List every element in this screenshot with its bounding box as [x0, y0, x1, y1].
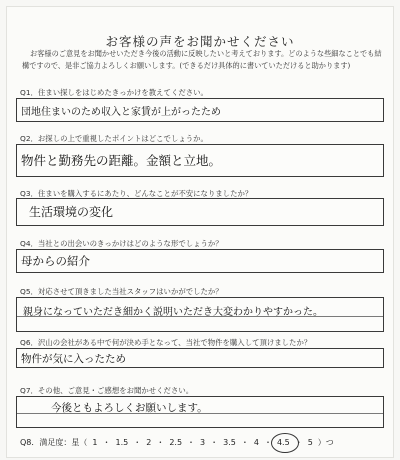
answer-7-text: 今後ともよろしくお願いします。 [51, 402, 208, 414]
answer-box-5 [16, 297, 384, 332]
rating-option-2[interactable]: 2 [146, 438, 152, 447]
question-7-label: Q7．その他、ご意見・ご感想をお聞かせください。 [20, 386, 194, 395]
answer-box-7 [16, 396, 384, 428]
question-5-label: Q5．対応させて頂きました当社スタッフはいかがでしたか？ [20, 287, 223, 296]
rating-suffix: ）つ [317, 438, 334, 447]
rating-option-5[interactable]: 5 [307, 438, 313, 447]
rating-option-3-5[interactable]: 3.5 [223, 438, 236, 447]
answer-box-1 [16, 98, 384, 122]
rating-label: Q8．満足度：星（ [20, 438, 88, 447]
rating-row: Q8．満足度：星（ 1 ・ 1.5 ・ 2 ・ 2.5 ・ 3 ・ 3.5 ・ 4 ・ 4.5 ・ 5 ）つ [20, 438, 334, 447]
rating-option-4[interactable]: 4 [253, 438, 259, 447]
answer-box-4 [16, 249, 384, 273]
question-6-label: Q6．沢山の会社がある中で何が決め手となって、当社で物件を購入して頂けましたか？ [20, 338, 312, 347]
answer-6-text: 物件が気に入ったため [21, 353, 126, 365]
question-1-label: Q1．住まい探しをはじめたきっかけを教えてください。 [20, 88, 208, 97]
answer-1-text: 団地住まいのため収入と家賃が上がったため [21, 107, 221, 118]
page-title: お客様の声をお聞かせください [105, 34, 295, 49]
rating-option-3[interactable]: 3 [200, 438, 206, 447]
rating-option-1-5[interactable]: 1.5 [115, 438, 129, 447]
rating-option-4-5-selected[interactable]: 4.5 [276, 438, 290, 447]
intro-text: お客様のご意見をお聞かせいただき今後の活動に反映したいと考えております。どのような些細なことでも結構ですので、是非ご協力よろしくお願いします。(できるだけ具体的に書いていただけると助かります) [22, 49, 382, 70]
rating-option-1[interactable]: 1 [92, 438, 98, 447]
question-3-label: Q3．住まいを購入するにあたり、どんなことが不安になりましたか？ [20, 189, 253, 198]
answer-4-text: 母からの紹介 [21, 254, 90, 268]
answer-5-text: 親身になっていただき細かく説明いただき大変わかりやすかった。 [23, 307, 323, 318]
answer-box-6 [16, 348, 384, 368]
question-4-label: Q4．当社との出会いのきっかけはどのような形でしょうか？ [20, 239, 223, 248]
answer-2-text: 物件と勤務先の距離。金額と立地。 [21, 153, 222, 168]
answer-3-text: 生活環境の変化 [29, 205, 114, 219]
answer-box-3 [16, 198, 384, 226]
answer-box-2 [16, 144, 384, 177]
question-2-label: Q2．お探しの上で重視したポイントはどこでしょうか。 [20, 134, 208, 143]
rating-option-2-5[interactable]: 2.5 [169, 438, 183, 447]
